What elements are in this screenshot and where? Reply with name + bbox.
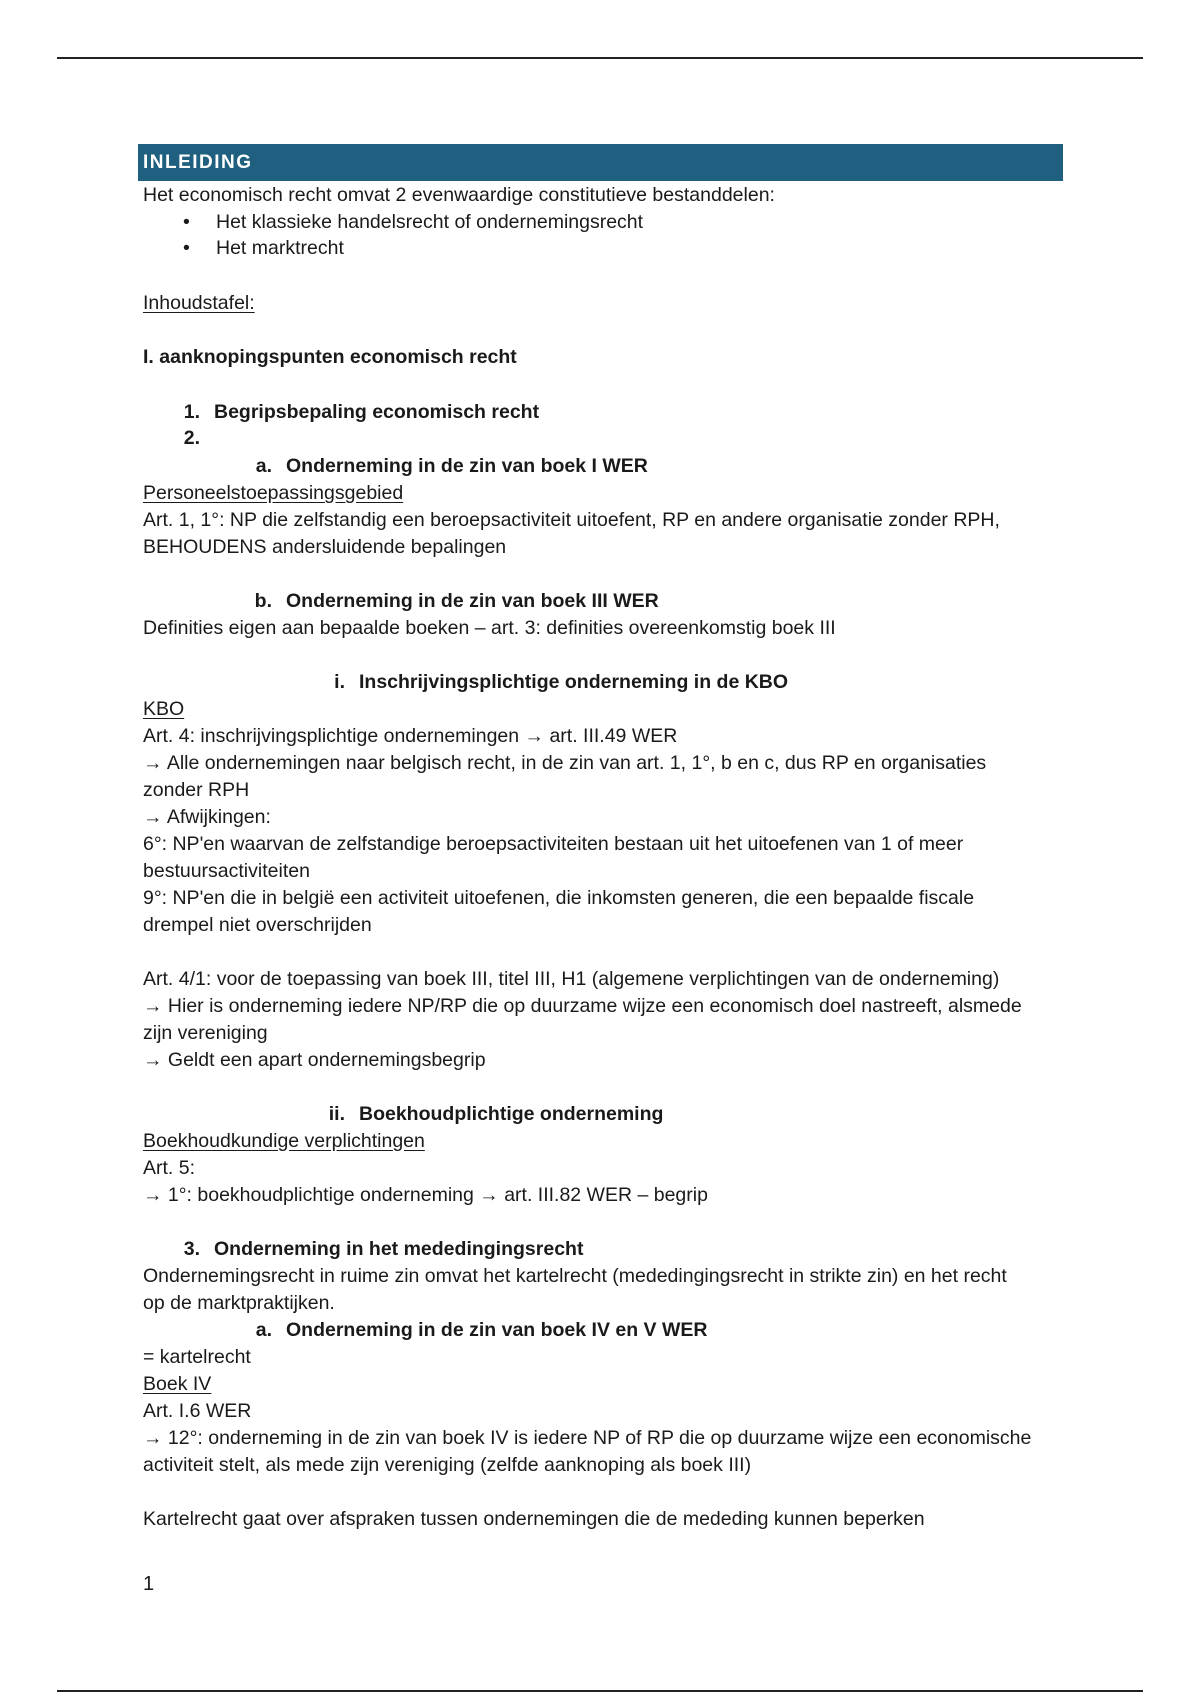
section-number: 1. — [183, 401, 200, 423]
subsection-number: a. — [255, 1319, 272, 1341]
paragraph-line: BEHOUDENS andersluidende bepalingen — [143, 536, 507, 558]
paragraph-line: = kartelrecht — [143, 1346, 251, 1368]
paragraph-line: → Afwijkingen: — [143, 806, 271, 828]
paragraph-line: activiteit stelt, als mede zijn vereniging (zelfde aanknoping als boek III) — [143, 1454, 752, 1476]
paragraph-line: op de marktpraktijken. — [143, 1292, 335, 1314]
toc-label: Inhoudstafel: — [143, 292, 255, 314]
subsection-heading-2b — [240, 588, 659, 615]
section-title: Begripsbepaling economisch recht — [214, 401, 540, 423]
subsection-heading-2a — [240, 453, 648, 480]
paragraph-line: → Hier is onderneming iedere NP/RP die op duurzame wijze een economisch doel nastreeft, alsmede — [143, 995, 1022, 1017]
paragraph-line: Kartelrecht gaat over afspraken tussen ondernemingen die de mededing kunnen beperken — [143, 1508, 925, 1530]
section-heading-3 — [168, 1236, 583, 1263]
paragraph-line: Art. 4/1: voor de toepassing van boek III, titel III, H1 (algemene verplichtingen van de onderneming) — [143, 968, 1000, 990]
section-heading: INLEIDING — [138, 144, 1063, 181]
paragraph-line: 6°: NP'en waarvan de zelfstandige beroepsactiviteiten bestaan uit het uitoefenen van 1 of meer — [143, 833, 964, 855]
boekhoud-label: Boekhoudkundige verplichtingen — [143, 1130, 425, 1152]
section-heading-2 — [168, 425, 214, 452]
header-rule — [57, 57, 1143, 59]
personeel-label: Personeelstoepassingsgebied — [143, 482, 404, 504]
paragraph-line: Ondernemingsrecht in ruime zin omvat het kartelrecht (mededingingsrecht in strikte zin) en het recht — [143, 1265, 1007, 1287]
paragraph-line: → 12°: onderneming in de zin van boek IV is iedere NP of RP die op duurzame wijze een economische — [143, 1427, 1032, 1449]
subsubsection-number: i. — [334, 671, 345, 693]
list-item: Het marktrecht — [216, 237, 344, 259]
subsection-title: Onderneming in de zin van boek I WER — [286, 455, 648, 477]
subsubsection-heading-ii — [313, 1101, 663, 1128]
part-title: I. aanknopingspunten economisch recht — [143, 346, 517, 368]
section-heading-1 — [168, 399, 539, 426]
section-number: 3. — [183, 1238, 200, 1260]
subsection-title: Onderneming in de zin van boek IV en V WER — [286, 1319, 708, 1341]
footer-rule — [57, 1690, 1143, 1692]
paragraph-line: zijn vereniging — [143, 1022, 268, 1044]
bullet-icon: • — [183, 237, 190, 259]
section-number: 2. — [183, 427, 200, 449]
subsubsection-title: Boekhoudplichtige onderneming — [359, 1103, 664, 1125]
paragraph-line: Art. 1, 1°: NP die zelfstandig een beroepsactiviteit uitoefent, RP en andere organisatie zonder RPH, — [143, 509, 1000, 531]
paragraph-line: → Geldt een apart ondernemingsbegrip — [143, 1049, 486, 1071]
boek4-label: Boek IV — [143, 1373, 212, 1395]
list-item: Het klassieke handelsrecht of ondernemingsrecht — [216, 211, 644, 233]
paragraph-line: Art. I.6 WER — [143, 1400, 252, 1422]
subsection-number: b. — [254, 590, 272, 612]
paragraph-line: bestuursactiviteiten — [143, 860, 310, 882]
paragraph-line: zonder RPH — [143, 779, 250, 801]
paragraph-line: Definities eigen aan bepaalde boeken – art. 3: definities overeenkomstig boek III — [143, 617, 836, 639]
bullet-icon: • — [183, 211, 190, 233]
intro-text: Het economisch recht omvat 2 evenwaardige constitutieve bestanddelen: — [143, 184, 775, 206]
subsection-title: Onderneming in de zin van boek III WER — [286, 590, 659, 612]
paragraph-line: → 1°: boekhoudplichtige onderneming → art. III.82 WER – begrip — [143, 1184, 708, 1206]
subsection-number: a. — [255, 455, 272, 477]
paragraph-line: Art. 4: inschrijvingsplichtige ondernemingen → art. III.49 WER — [143, 725, 678, 747]
paragraph-line: Art. 5: — [143, 1157, 196, 1179]
paragraph-line: 9°: NP'en die in belgië een activiteit uitoefenen, die inkomsten generen, die een bepaalde fiscale — [143, 887, 975, 909]
paragraph-line: → Alle ondernemingen naar belgisch recht, in de zin van art. 1, 1°, b en c, dus RP en organisaties — [143, 752, 987, 774]
subsubsection-number: ii. — [328, 1103, 345, 1125]
section-title: Onderneming in het mededingingsrecht — [214, 1238, 584, 1260]
kbo-label: KBO — [143, 698, 185, 720]
page-number: 1 — [143, 1573, 155, 1595]
paragraph-line: drempel niet overschrijden — [143, 914, 372, 936]
subsection-heading-3a — [240, 1317, 707, 1344]
subsubsection-heading-i — [313, 669, 788, 696]
subsubsection-title: Inschrijvingsplichtige onderneming in de KBO — [359, 671, 789, 693]
